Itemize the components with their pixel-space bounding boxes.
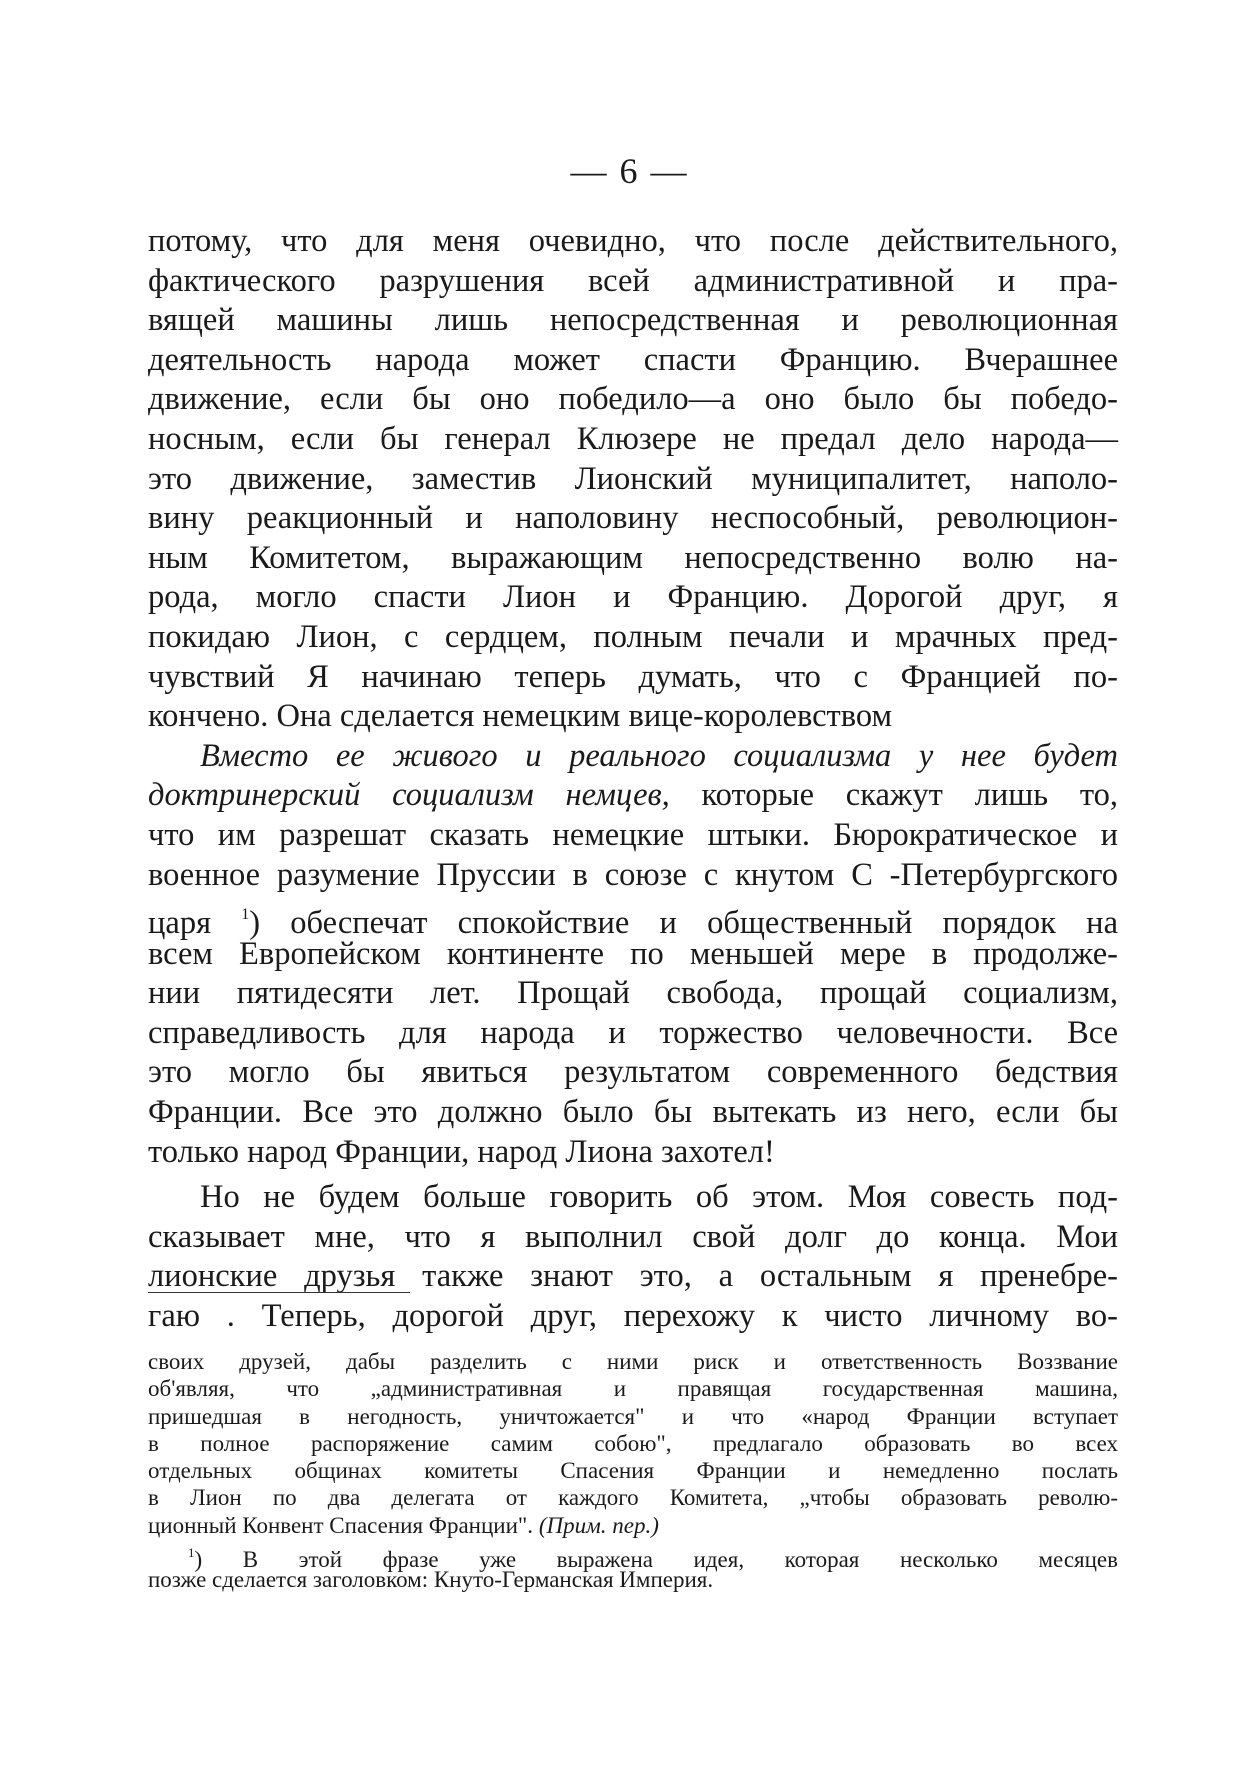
text-line: военное разумение Пруссии в союзе с кнутом С -Петербургского — [148, 856, 1118, 893]
text-fragment: царя — [148, 905, 242, 942]
text-line: рода, могло спасти Лион и Францию. Дорогой друг, я — [148, 579, 1118, 616]
footnote-marker: 1 — [241, 906, 250, 924]
text-line: деятельность народа может спасти Францию. Вчерашнее — [148, 341, 1118, 378]
text-line: покидаю Лион, с сердцем, полным печали и мрачных пред- — [148, 618, 1118, 655]
text-fragment: ) В этой фразе уже выражена идея, которая несколько месяцев — [194, 1547, 1118, 1573]
footnote-line: позже сделается заголовком: Кнуто-Германская Империя. — [148, 1567, 714, 1593]
text-line: что им разрешат сказать немецкие штыки. Бюрократическое и — [148, 816, 1118, 853]
text-line — [148, 895, 1118, 942]
text-line: это могло бы явиться результатом современного бедствия — [148, 1054, 1118, 1091]
text-line: справедливость для народа и торжество человечности. Все — [148, 1014, 1118, 1051]
paragraph-1 — [148, 222, 1118, 737]
text-line: только народ Франции, народ Лиона захотел! — [148, 1133, 775, 1170]
footnote-line — [148, 1539, 1118, 1573]
text-line: фактического разрушения всей административной и пра- — [148, 262, 1118, 299]
text-fragment: ) обеспечат спокойствие и общественный порядок на — [249, 905, 1118, 942]
text-line: всем Европейском континенте по меньшей мере в продолже- — [148, 935, 1118, 972]
text-line: вящей машины лишь непосредственная и революционная — [148, 302, 1118, 339]
footnote-line: пришедшая в негодность, уничтожается" и что «народ Франции вступает — [148, 1403, 1118, 1429]
text-fragment: ционный Конвент Спасения Франции". — [148, 1512, 539, 1538]
text-line: чувствий Я начинаю теперь думать, что с Францией по- — [148, 658, 1118, 695]
text-line: это движение, заместив Лионский муниципалитет, наполо- — [148, 460, 1118, 497]
translator-note: (Прим. пер.) — [538, 1512, 659, 1538]
text-line: нии пятидесяти лет. Прощай свобода, прощай социализм, — [148, 975, 1118, 1012]
footnote-separator — [148, 1292, 410, 1293]
footnote-line — [148, 1512, 1118, 1539]
text-line — [148, 776, 1118, 816]
footnote-line: в Лион по два делегата от каждого Комитета, „чтобы образовать револю- — [148, 1485, 1118, 1511]
text-line: движение, если бы оно победило—а оно было бы победо- — [148, 381, 1118, 418]
paragraph-3 — [148, 1178, 1118, 1336]
footnote-line: своих друзей, дабы разделить с ними риск и ответственность Воззвание — [148, 1349, 1118, 1374]
footnote-1 — [148, 1539, 1118, 1594]
footnote-marker: 1 — [188, 1545, 195, 1561]
text-line: кончено. Она сделается немецким вице-королевством — [148, 698, 893, 735]
italic-phrase: доктринерский социализм немцев, — [148, 777, 670, 814]
footnote-line: в полное распоряжение самим собою", предлагало образовать во всех — [148, 1430, 1118, 1456]
text-line: Вместо ее живого и реального социализма у нее будет — [200, 737, 1118, 774]
footnote-line: отдельных общинах комитеты Спасения Франции и немедленно послать — [148, 1458, 1118, 1484]
text-line: лионские друзья также знают это, а остальным я пренебре- — [148, 1258, 1118, 1295]
footnotes — [148, 1348, 1118, 1594]
text-fragment: которые скажут лишь то, — [669, 777, 1118, 814]
text-line: вину реакционный и наполовину неспособный, революцион- — [148, 500, 1118, 537]
text-line: гаю . Теперь, дорогой друг, перехожу к чисто личному во- — [148, 1298, 1118, 1335]
paragraph-2 — [148, 737, 1118, 1173]
page-number: — 6 — — [570, 151, 689, 191]
text-line: Франции. Все это должно было бы вытекать из него, если бы — [148, 1094, 1118, 1131]
main-text — [148, 222, 1118, 1337]
footnote-line: об'являя, что „административная и правящая государственная машина, — [148, 1376, 1118, 1402]
text-line: носным, если бы генерал Клюзере не предал дело народа— — [148, 420, 1118, 457]
text-line: потому, что для меня очевидно, что после действительного, — [148, 223, 1118, 259]
text-line: сказывает мне, что я выполнил свой долг до конца. Мои — [148, 1218, 1118, 1255]
text-line: ным Комитетом, выражающим непосредственно волю на- — [148, 539, 1118, 576]
text-line: Но не будем больше говорить об этом. Моя совесть под- — [200, 1179, 1118, 1216]
footnote-continuation — [148, 1348, 1118, 1539]
